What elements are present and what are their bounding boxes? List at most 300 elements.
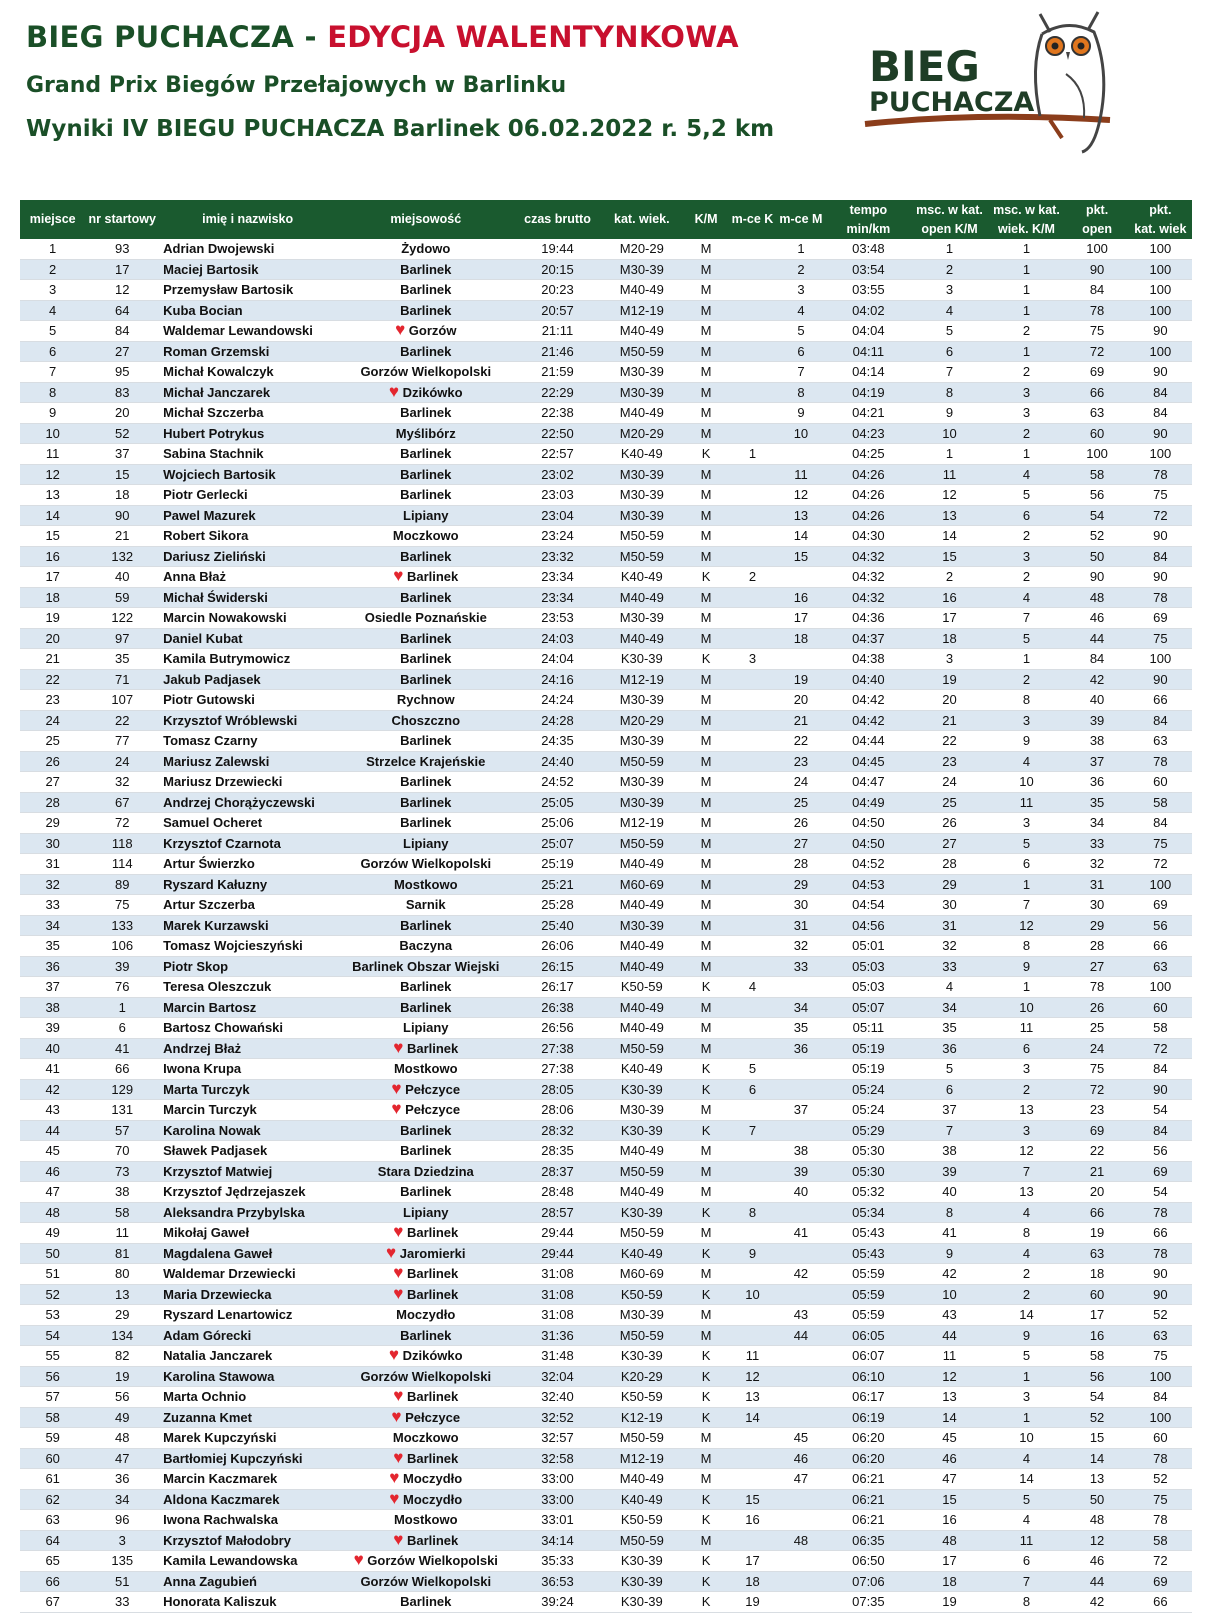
- cell-age-place: 4: [987, 587, 1065, 608]
- cell-city: Myślibórz: [336, 423, 515, 444]
- cell-open-place: 39: [912, 1161, 988, 1182]
- cell-place: 64: [20, 1530, 85, 1551]
- cell-time: 20:57: [515, 300, 599, 321]
- cell-bib: 6: [85, 1018, 159, 1039]
- cell-city: Barlinek: [336, 813, 515, 834]
- cell-time: 20:23: [515, 280, 599, 301]
- cell-points-open: 27: [1065, 956, 1128, 977]
- cell-bib: 24: [85, 751, 159, 772]
- results-heading: Wyniki IV BIEGU PUCHACZA Barlinek 06.02.2022 r. 5,2 km: [26, 116, 775, 142]
- cell-open-place: 9: [912, 403, 988, 424]
- cell-city: [336, 1079, 515, 1100]
- cell-time: 25:21: [515, 874, 599, 895]
- cell-points-open: 69: [1065, 362, 1128, 383]
- cell-points-open: 90: [1065, 567, 1128, 588]
- cell-city: [336, 1530, 515, 1551]
- cell-points-open: 66: [1065, 1202, 1128, 1223]
- cell-pos-m: [777, 444, 825, 465]
- cell-place: 24: [20, 710, 85, 731]
- cell-city: Barlinek: [336, 731, 515, 752]
- cell-category: M30-39: [600, 485, 684, 506]
- cell-points-age: 66: [1129, 1592, 1192, 1613]
- cell-pos-m: 29: [777, 874, 825, 895]
- cell-pos-m: 33: [777, 956, 825, 977]
- cell-open-place: 43: [912, 1305, 988, 1326]
- cell-age-place: 8: [987, 1223, 1065, 1244]
- cell-bib: 77: [85, 731, 159, 752]
- cell-place: 29: [20, 813, 85, 834]
- cell-open-place: 23: [912, 751, 988, 772]
- cell-points-open: 100: [1065, 444, 1128, 465]
- cell-points-open: 33: [1065, 833, 1128, 854]
- cell-points-age: 78: [1129, 1243, 1192, 1264]
- cell-time: 33:00: [515, 1489, 599, 1510]
- cell-pos-m: [777, 1079, 825, 1100]
- cell-name: [159, 1592, 336, 1613]
- runner-name: Maria Drzewiecka: [163, 1286, 272, 1302]
- cell-city: Barlinek Obszar Wiejski: [336, 956, 515, 977]
- cell-open-place: 12: [912, 485, 988, 506]
- table-row: [20, 1428, 1192, 1449]
- cell-sex: M: [684, 956, 728, 977]
- cell-place: 9: [20, 403, 85, 424]
- cell-points-age: 58: [1129, 792, 1192, 813]
- cell-tempo: 03:54: [825, 259, 911, 280]
- cell-age-place: 3: [987, 382, 1065, 403]
- cell-name: [159, 813, 336, 834]
- runner-name: Michał Szczerba: [163, 405, 264, 421]
- cell-points-open: 90: [1065, 259, 1128, 280]
- cell-time: 23:34: [515, 567, 599, 588]
- cell-bib: 36: [85, 1469, 159, 1490]
- cell-sex: M: [684, 936, 728, 957]
- cell-open-place: 16: [912, 1510, 988, 1531]
- cell-time: 24:40: [515, 751, 599, 772]
- cell-points-open: 63: [1065, 403, 1128, 424]
- cell-pos-k: [728, 505, 776, 526]
- cell-pos-k: [728, 1182, 776, 1203]
- cell-city: [336, 1264, 515, 1285]
- cell-time: 25:05: [515, 792, 599, 813]
- cell-pos-k: [728, 1161, 776, 1182]
- cell-place: 52: [20, 1284, 85, 1305]
- cell-pos-k: [728, 300, 776, 321]
- cell-place: 7: [20, 362, 85, 383]
- cell-sex: M: [684, 382, 728, 403]
- cell-age-place: 4: [987, 1448, 1065, 1469]
- cell-pos-k: [728, 1223, 776, 1244]
- table-row: [20, 772, 1192, 793]
- cell-age-place: 5: [987, 485, 1065, 506]
- cell-city: [336, 1100, 515, 1121]
- cell-open-place: 46: [912, 1448, 988, 1469]
- cell-place: 37: [20, 977, 85, 998]
- table-row: [20, 1182, 1192, 1203]
- cell-sex: M: [684, 1264, 728, 1285]
- cell-pos-k: [728, 956, 776, 977]
- cell-age-place: 12: [987, 915, 1065, 936]
- cell-category: K30-39: [600, 1202, 684, 1223]
- cell-bib: 73: [85, 1161, 159, 1182]
- cell-category: M50-59: [600, 1223, 684, 1244]
- col-header-ptsopen-l1: pkt.: [1085, 202, 1109, 217]
- cell-open-place: 17: [912, 608, 988, 629]
- cell-category: K40-49: [600, 1059, 684, 1080]
- cell-category: M30-39: [600, 731, 684, 752]
- heart-icon: ♥: [388, 1345, 399, 1365]
- cell-sex: M: [684, 751, 728, 772]
- runner-name: Michał Kowalczyk: [163, 364, 274, 380]
- cell-bib: 66: [85, 1059, 159, 1080]
- cell-age-place: 2: [987, 321, 1065, 342]
- table-row: [20, 485, 1192, 506]
- cell-age-place: 1: [987, 280, 1065, 301]
- cell-points-age: 100: [1129, 1366, 1192, 1387]
- cell-points-open: 25: [1065, 1018, 1128, 1039]
- cell-open-place: 1: [912, 444, 988, 465]
- cell-category: M40-49: [600, 628, 684, 649]
- cell-time: 31:36: [515, 1325, 599, 1346]
- cell-category: K30-39: [600, 1079, 684, 1100]
- cell-age-place: 8: [987, 936, 1065, 957]
- cell-pos-m: 25: [777, 792, 825, 813]
- table-row: [20, 874, 1192, 895]
- col-header-tempo-l2: min/km: [846, 221, 891, 236]
- cell-city: Mostkowo: [336, 1059, 515, 1080]
- cell-category: M30-39: [600, 505, 684, 526]
- cell-pos-k: [728, 280, 776, 301]
- cell-age-place: 14: [987, 1305, 1065, 1326]
- cell-points-open: 58: [1065, 1346, 1128, 1367]
- cell-time: 23:04: [515, 505, 599, 526]
- cell-category: M30-39: [600, 362, 684, 383]
- cell-age-place: 13: [987, 1182, 1065, 1203]
- cell-age-place: 9: [987, 1325, 1065, 1346]
- cell-age-place: 1: [987, 1407, 1065, 1428]
- cell-pos-m: [777, 649, 825, 670]
- cell-points-age: 66: [1129, 690, 1192, 711]
- cell-open-place: 2: [912, 259, 988, 280]
- cell-points-age: 78: [1129, 751, 1192, 772]
- cell-place: 23: [20, 690, 85, 711]
- city-text: Moczydło: [403, 1471, 463, 1487]
- table-row: [20, 1366, 1192, 1387]
- cell-sex: K: [684, 1202, 728, 1223]
- cell-sex: M: [684, 1223, 728, 1244]
- cell-sex: M: [684, 1530, 728, 1551]
- cell-name: [159, 1161, 336, 1182]
- cell-city: Choszczno: [336, 710, 515, 731]
- cell-time: 23:53: [515, 608, 599, 629]
- cell-city: Sarnik: [336, 895, 515, 916]
- cell-sex: M: [684, 1018, 728, 1039]
- cell-city: Barlinek: [336, 259, 515, 280]
- table-row: [20, 1161, 1192, 1182]
- cell-points-open: 72: [1065, 1079, 1128, 1100]
- cell-category: M40-49: [600, 936, 684, 957]
- cell-city: [336, 1551, 515, 1572]
- cell-pos-m: [777, 1202, 825, 1223]
- cell-place: 66: [20, 1571, 85, 1592]
- cell-open-place: 35: [912, 1018, 988, 1039]
- cell-tempo: 04:26: [825, 485, 911, 506]
- cell-tempo: 04:11: [825, 341, 911, 362]
- cell-points-open: 50: [1065, 546, 1128, 567]
- cell-sex: M: [684, 587, 728, 608]
- cell-pos-m: [777, 1284, 825, 1305]
- cell-points-open: 24: [1065, 1038, 1128, 1059]
- cell-place: 27: [20, 772, 85, 793]
- table-row: [20, 936, 1192, 957]
- cell-bib: 15: [85, 464, 159, 485]
- cell-points-age: 75: [1129, 485, 1192, 506]
- table-header-row: [20, 200, 1192, 239]
- cell-sex: K: [684, 1571, 728, 1592]
- cell-tempo: 04:25: [825, 444, 911, 465]
- cell-pos-m: 13: [777, 505, 825, 526]
- cell-points-open: 42: [1065, 669, 1128, 690]
- cell-bib: 106: [85, 936, 159, 957]
- cell-category: M20-29: [600, 710, 684, 731]
- cell-bib: 29: [85, 1305, 159, 1326]
- cell-name: [159, 1141, 336, 1162]
- cell-age-place: 2: [987, 423, 1065, 444]
- col-header-sex: K/M: [684, 200, 728, 239]
- cell-sex: M: [684, 1100, 728, 1121]
- cell-bib: 70: [85, 1141, 159, 1162]
- cell-pos-k: [728, 792, 776, 813]
- cell-pos-k: 8: [728, 1202, 776, 1223]
- col-header-tempo-l1: tempo: [849, 202, 888, 217]
- col-header-pos-k: m-ce K: [728, 200, 776, 239]
- cell-open-place: 11: [912, 1346, 988, 1367]
- cell-pos-m: 36: [777, 1038, 825, 1059]
- cell-bib: 67: [85, 792, 159, 813]
- cell-points-age: 100: [1129, 1407, 1192, 1428]
- col-header-ptsage-l1: pkt.: [1149, 202, 1172, 217]
- cell-points-age: 100: [1129, 280, 1192, 301]
- runner-name: Iwona Krupa: [163, 1061, 242, 1077]
- cell-place: 53: [20, 1305, 85, 1326]
- cell-tempo: 06:21: [825, 1469, 911, 1490]
- cell-open-place: 6: [912, 341, 988, 362]
- cell-points-age: 100: [1129, 239, 1192, 259]
- cell-points-age: 78: [1129, 1448, 1192, 1469]
- cell-sex: K: [684, 1346, 728, 1367]
- table-row: [20, 854, 1192, 875]
- cell-time: 25:06: [515, 813, 599, 834]
- cell-open-place: 13: [912, 1387, 988, 1408]
- cell-name: [159, 1018, 336, 1039]
- table-row: [20, 505, 1192, 526]
- cell-place: 56: [20, 1366, 85, 1387]
- cell-sex: M: [684, 690, 728, 711]
- cell-time: 24:24: [515, 690, 599, 711]
- runner-name: Karolina Nowak: [163, 1122, 261, 1138]
- col-header-age-place: [987, 200, 1065, 239]
- cell-bib: 27: [85, 341, 159, 362]
- cell-points-open: 46: [1065, 1551, 1128, 1572]
- table-row: [20, 1592, 1192, 1613]
- cell-age-place: 2: [987, 1079, 1065, 1100]
- cell-open-place: 5: [912, 321, 988, 342]
- cell-open-place: 36: [912, 1038, 988, 1059]
- cell-place: 31: [20, 854, 85, 875]
- runner-name: Aldona Kaczmarek: [163, 1491, 280, 1507]
- cell-time: 24:16: [515, 669, 599, 690]
- cell-tempo: 04:47: [825, 772, 911, 793]
- cell-sex: K: [684, 1366, 728, 1387]
- cell-place: 11: [20, 444, 85, 465]
- cell-place: 36: [20, 956, 85, 977]
- cell-bib: 39: [85, 956, 159, 977]
- cell-sex: M: [684, 772, 728, 793]
- cell-open-place: 13: [912, 505, 988, 526]
- cell-points-age: 90: [1129, 423, 1192, 444]
- cell-city: [336, 1223, 515, 1244]
- cell-name: [159, 628, 336, 649]
- cell-category: K30-39: [600, 649, 684, 670]
- cell-points-age: 100: [1129, 977, 1192, 998]
- cell-name: [159, 895, 336, 916]
- cell-name: [159, 1120, 336, 1141]
- cell-open-place: 15: [912, 546, 988, 567]
- cell-pos-k: [728, 833, 776, 854]
- cell-sex: M: [684, 526, 728, 547]
- cell-category: M40-49: [600, 1469, 684, 1490]
- cell-points-open: 23: [1065, 1100, 1128, 1121]
- col-header-open-l1: msc. w kat.: [916, 202, 983, 217]
- cell-sex: K: [684, 444, 728, 465]
- cell-bib: 80: [85, 1264, 159, 1285]
- cell-age-place: 10: [987, 772, 1065, 793]
- cell-pos-m: [777, 977, 825, 998]
- cell-open-place: 19: [912, 669, 988, 690]
- cell-tempo: 04:53: [825, 874, 911, 895]
- cell-pos-m: 17: [777, 608, 825, 629]
- city-text: Barlinek: [406, 1450, 459, 1466]
- cell-points-age: 72: [1129, 854, 1192, 875]
- cell-tempo: 05:59: [825, 1305, 911, 1326]
- runner-name: Iwona Rachwalska: [163, 1512, 278, 1528]
- cell-pos-m: 9: [777, 403, 825, 424]
- cell-tempo: 04:50: [825, 813, 911, 834]
- cell-age-place: 3: [987, 546, 1065, 567]
- cell-sex: K: [684, 1243, 728, 1264]
- runner-name: Marcin Kaczmarek: [163, 1471, 278, 1487]
- cell-sex: K: [684, 1407, 728, 1428]
- table-row: [20, 1551, 1192, 1572]
- page-subtitle: Grand Prix Biegów Przełajowych w Barlinku: [26, 73, 567, 98]
- city-text: Gorzów Wielkopolski: [367, 1553, 498, 1569]
- cell-name: [159, 1202, 336, 1223]
- cell-points-open: 40: [1065, 690, 1128, 711]
- cell-sex: M: [684, 1161, 728, 1182]
- cell-name: [159, 1243, 336, 1264]
- runner-name: Krzysztof Jędrzejaszek: [163, 1184, 306, 1200]
- cell-city: Barlinek: [336, 1141, 515, 1162]
- cell-pos-m: [777, 1489, 825, 1510]
- cell-city: [336, 1038, 515, 1059]
- cell-pos-m: 37: [777, 1100, 825, 1121]
- cell-points-open: 69: [1065, 1120, 1128, 1141]
- heart-icon: ♥: [393, 1283, 404, 1303]
- runner-name: Artur Szczerba: [163, 897, 255, 913]
- cell-pos-k: [728, 546, 776, 567]
- cell-city: Barlinek: [336, 403, 515, 424]
- cell-place: 43: [20, 1100, 85, 1121]
- cell-time: 31:08: [515, 1284, 599, 1305]
- cell-city: [336, 1407, 515, 1428]
- cell-place: 39: [20, 1018, 85, 1039]
- cell-bib: 37: [85, 444, 159, 465]
- cell-points-open: 34: [1065, 813, 1128, 834]
- cell-place: 14: [20, 505, 85, 526]
- cell-age-place: 4: [987, 1510, 1065, 1531]
- cell-category: M30-39: [600, 772, 684, 793]
- cell-bib: 34: [85, 1489, 159, 1510]
- cell-time: 32:52: [515, 1407, 599, 1428]
- cell-tempo: 04:02: [825, 300, 911, 321]
- cell-pos-k: [728, 936, 776, 957]
- cell-pos-k: [728, 895, 776, 916]
- cell-points-age: 66: [1129, 936, 1192, 957]
- cell-category: K40-49: [600, 1489, 684, 1510]
- cell-points-age: 100: [1129, 649, 1192, 670]
- cell-pos-k: [728, 690, 776, 711]
- cell-place: 47: [20, 1182, 85, 1203]
- cell-pos-m: [777, 1407, 825, 1428]
- cell-pos-k: [728, 874, 776, 895]
- cell-points-age: 90: [1129, 1079, 1192, 1100]
- cell-category: M40-49: [600, 1018, 684, 1039]
- cell-name: [159, 1325, 336, 1346]
- cell-open-place: 6: [912, 1079, 988, 1100]
- cell-time: 28:35: [515, 1141, 599, 1162]
- heart-icon: ♥: [391, 1078, 402, 1098]
- cell-time: 19:44: [515, 239, 599, 259]
- cell-age-place: 14: [987, 1469, 1065, 1490]
- cell-city: [336, 321, 515, 342]
- cell-points-open: 38: [1065, 731, 1128, 752]
- cell-points-age: 63: [1129, 1325, 1192, 1346]
- runner-name: Robert Sikora: [163, 528, 249, 544]
- runner-name: Krzysztof Wróblewski: [163, 712, 298, 728]
- col-header-pos-m: m-ce M: [777, 200, 825, 239]
- cell-pos-m: 2: [777, 259, 825, 280]
- cell-points-age: 84: [1129, 403, 1192, 424]
- cell-age-place: 2: [987, 362, 1065, 383]
- cell-open-place: 29: [912, 874, 988, 895]
- cell-bib: 134: [85, 1325, 159, 1346]
- cell-name: [159, 1448, 336, 1469]
- runner-name: Piotr Gutowski: [163, 692, 255, 708]
- cell-age-place: 8: [987, 1592, 1065, 1613]
- cell-category: K40-49: [600, 567, 684, 588]
- cell-time: 23:03: [515, 485, 599, 506]
- cell-open-place: 14: [912, 526, 988, 547]
- cell-sex: K: [684, 1510, 728, 1531]
- cell-time: 34:14: [515, 1530, 599, 1551]
- bieg-puchacza-logo: [869, 8, 1180, 158]
- cell-bib: 40: [85, 567, 159, 588]
- cell-place: 26: [20, 751, 85, 772]
- cell-open-place: 7: [912, 1120, 988, 1141]
- cell-pos-k: 4: [728, 977, 776, 998]
- cell-pos-m: 12: [777, 485, 825, 506]
- cell-pos-k: 19: [728, 1592, 776, 1613]
- table-row: [20, 1223, 1192, 1244]
